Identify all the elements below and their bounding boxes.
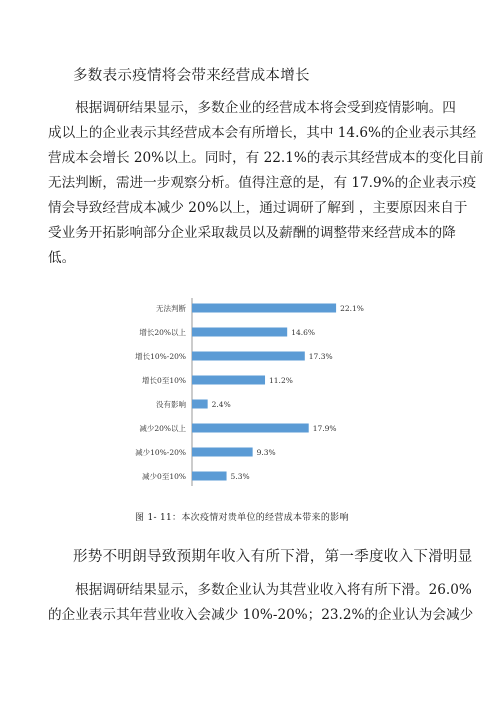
bar xyxy=(192,400,208,409)
paragraph-line: 成以上的企业表示其经营成本会有所增长，其中 14.6%的企业表示其经 xyxy=(48,125,477,141)
paragraph-line: 无法判断，需进一步观察分析。值得注意的是，有 17.9%的企业表示疫 xyxy=(48,175,477,191)
paragraph-line: 情会导致经营成本减少 20%以上，通过调研了解到 ，主要原因来自于 xyxy=(48,200,468,216)
category-label: 增长10%-20% xyxy=(135,352,186,361)
section-heading-cost: 多数表示疫情将会带来经营成本增长 xyxy=(73,68,310,84)
paragraph-cost xyxy=(48,96,484,271)
paragraph-line: 低。 xyxy=(48,250,76,266)
bar xyxy=(192,448,253,457)
data-label: 17.3% xyxy=(308,352,333,361)
cost-impact-bar-chart xyxy=(0,292,500,502)
bar xyxy=(192,472,227,481)
data-label: 14.6% xyxy=(291,328,316,337)
paragraph-line: 的企业表示其年营业收入会减少 10%-20%；23.2%的企业认为会减少 xyxy=(48,607,474,623)
figure-caption: 图 1- 11：本次疫情对贵单位的经营成本带来的影响 xyxy=(135,513,349,523)
bar xyxy=(192,376,265,385)
bar xyxy=(192,328,287,337)
category-label: 减少10%-20% xyxy=(135,448,186,457)
category-label: 减少0至10% xyxy=(142,472,186,481)
paragraph-line: 根据调研结果显示，多数企业认为其营业收入将有所下滑。26.0% xyxy=(48,582,472,598)
data-label: 22.1% xyxy=(340,304,364,313)
category-label: 增长20%以上 xyxy=(139,328,186,337)
data-label: 2.4% xyxy=(211,400,231,409)
paragraph-line: 根据调研结果显示，多数企业的经营成本将会受到疫情影响。四 xyxy=(48,100,456,116)
data-label: 9.3% xyxy=(256,448,276,457)
paragraph-line: 营成本会增长 20%以上。同时，有 22.1%的表示其经营成本的变化目前 xyxy=(48,150,484,166)
category-label: 没有影响 xyxy=(156,400,186,409)
paragraph-revenue xyxy=(48,578,474,628)
bar xyxy=(192,304,336,313)
bar xyxy=(192,352,305,361)
data-label: 17.9% xyxy=(312,424,337,433)
category-label: 无法判断 xyxy=(156,304,186,313)
data-label: 11.2% xyxy=(269,376,293,385)
bar xyxy=(192,424,309,433)
data-label: 5.3% xyxy=(230,472,250,481)
category-label: 增长0至10% xyxy=(142,376,186,385)
paragraph-line: 受业务开拓影响部分企业采取裁员以及薪酬的调整带来经营成本的降 xyxy=(48,225,456,241)
category-label: 减少20%以上 xyxy=(139,424,186,433)
section-heading-revenue: 形势不明朗导致预期年收入有所下滑，第一季度收入下滑明显 xyxy=(73,549,473,565)
